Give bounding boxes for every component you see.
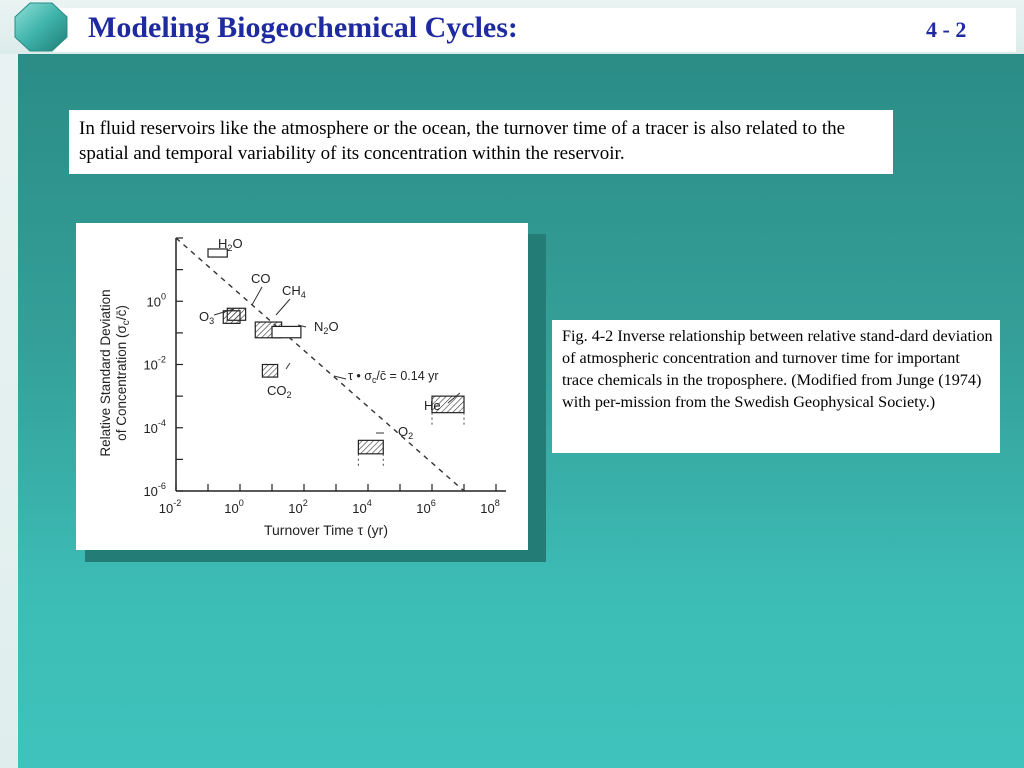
species-box-o2 [358,440,383,453]
y-tick-label: $10^{-4}$ [143,417,166,436]
species-label-co2: $CO_2$ [267,383,292,400]
species-box-n2o [272,326,301,337]
species-label-o3: $O_3$ [199,309,215,326]
x-tick-label: $10^4$ [352,498,372,516]
x-axis-label: Turnover Time τ (yr) [263,522,389,538]
y-tick-label: $10^{-6}$ [143,481,166,499]
chart-panel [76,223,528,550]
species-box-o3 [223,311,240,324]
species-label-ch4: $CH_4$ [282,283,306,300]
x-tick-label: $10^0$ [224,498,244,516]
species-box-co2 [262,365,277,378]
x-tick-label: $10^2$ [288,498,308,516]
species-label-co: CO [251,271,271,286]
species-label-n2o: $N_2O$ [314,319,339,336]
species-leader [276,299,290,315]
species-label-o2: $O_2$ [398,424,414,441]
trend-line [176,238,464,491]
species-label-he: He [424,398,441,413]
octagon-logo-icon [14,2,68,52]
species-leader [286,363,290,369]
y-tick-label: $10^0$ [146,291,166,310]
y-axis-label: Relative Standard Deviationof Concentration $(\sigma_c/c̄)$ [98,289,132,457]
x-tick-label: $10^{-2}$ [158,498,182,516]
species-leader [252,287,262,305]
x-tick-label: $10^6$ [416,498,436,516]
page-number: 4 - 2 [926,17,967,42]
body-text: In fluid reservoirs like the atmosphere or the ocean, the turnover time of a tracer is also related to the spatial and temporal variability of its concentration within the reservoir. [69,110,893,174]
slide-title: Modeling Biogeochemical Cycles: [88,11,518,44]
figure-caption: Fig. 4-2 Inverse relationship between relative stand-dard deviation of atmospheric concentration and turnover time for important trace chemicals in the troposphere. (Modified from Junge (1974) with per-mission from the Swedish Geophysical Society.) [552,320,1000,453]
species-label-h2o: $H_2O$ [218,236,243,253]
trend-line-label: τ • $\sigma_c/c̄ = 0.14$ yr [348,369,439,385]
y-tick-label: $10^{-2}$ [143,354,166,373]
x-tick-label: $10^8$ [480,498,500,516]
left-strip [0,0,18,768]
turnover-chart [76,223,528,550]
